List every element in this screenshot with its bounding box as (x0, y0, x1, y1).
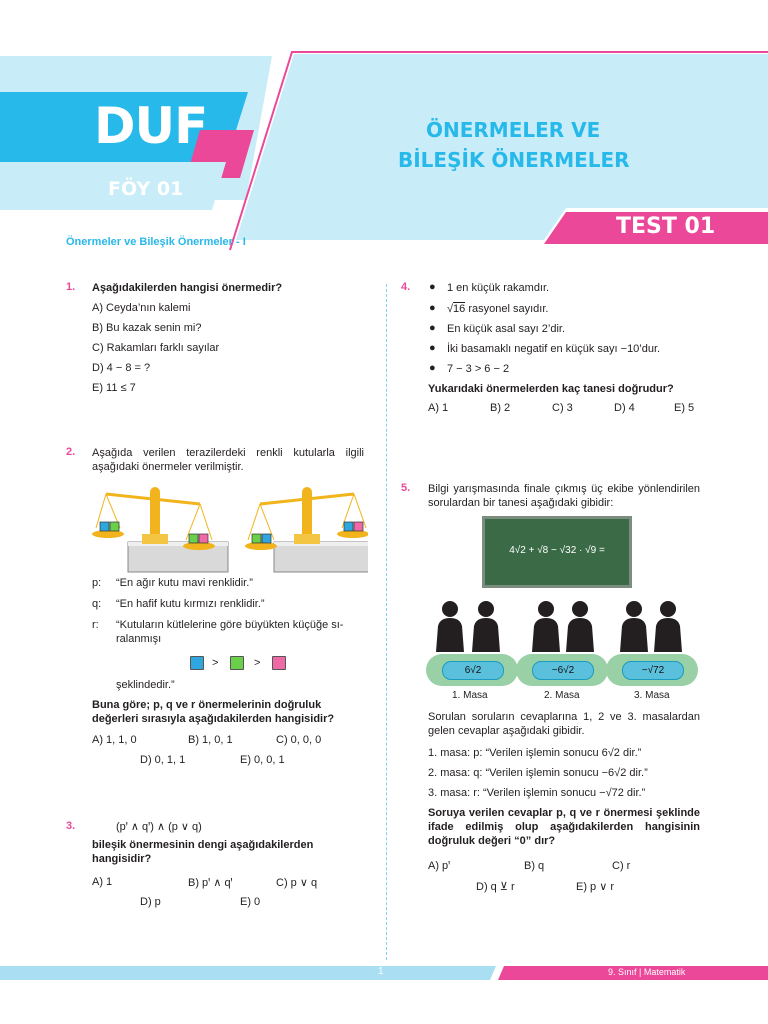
bullet-icon: ● (429, 342, 436, 354)
q3-option-a[interactable]: A) 1 (92, 876, 113, 888)
gt-sign-2: > (254, 657, 261, 669)
bullet-icon: ● (429, 322, 436, 334)
contestants-illustration (436, 600, 686, 652)
q5-option-a[interactable]: A) pꞌ (428, 860, 451, 872)
q5-answer-line-3: 3. masa: r: “Verilen işlemin sonucu −√72 dir.” (428, 787, 646, 799)
q3-option-b[interactable]: B) pꞌ ∧ qꞌ (188, 877, 233, 889)
table-1-label: 1. Masa (452, 690, 488, 701)
q2-q-statement: “En hafif kutu kırmızı renklidir.” (116, 598, 265, 610)
question-4-number: 4. (401, 281, 411, 293)
q5-option-d[interactable]: D) q ⊻ r (476, 881, 515, 893)
q4-option-c[interactable]: C) 3 (552, 402, 573, 414)
q2-p-statement: “En ağır kutu mavi renklidir.” (116, 577, 253, 589)
question-1-stem: Aşağıdakilerden hangisi önermedir? (92, 282, 283, 294)
q2-q-label: q: (92, 598, 102, 610)
course-label: 9. Sınıf | Matematik (608, 967, 686, 977)
q3-option-c[interactable]: C) p ∨ q (276, 877, 318, 889)
q4-option-e[interactable]: E) 5 (674, 402, 695, 414)
q4-option-d[interactable]: D) 4 (614, 402, 635, 414)
q2-ask: Buna göre; p, q ve r önermelerinin doğruluk değerleri sırasıyla aşağıdakilerden hangisidir? (92, 699, 335, 725)
q5-answer-line-1: 1. masa: p: “Verilen işlemin sonucu 6√2 dir.” (428, 747, 642, 759)
pink-box-icon (272, 656, 286, 670)
page-title-line1: ÖNERMELER VE (426, 118, 601, 142)
q4-item-3: En küçük asal sayı 2’dir. (447, 323, 566, 335)
q2-option-a[interactable]: A) 1, 1, 0 (92, 734, 137, 746)
sheet-label: FÖY 01 (108, 178, 184, 200)
q2-r-statement-line2: ralanmışı (116, 633, 162, 645)
table-3-label: 3. Masa (634, 690, 670, 701)
balance-scales-illustration (92, 484, 368, 576)
q4-item-5: 7 − 3 > 6 − 2 (447, 363, 510, 375)
q1-option-c[interactable]: C) Rakamları farklı sayılar (92, 342, 220, 354)
table-2-label: 2. Masa (544, 690, 580, 701)
q2-r-label: r: (92, 619, 99, 631)
question-5-number: 5. (401, 482, 411, 494)
q2-option-d[interactable]: D) 0, 1, 1 (140, 754, 186, 766)
q1-option-d[interactable]: D) 4 − 8 = ? (92, 362, 151, 374)
table-2 (516, 654, 608, 686)
chalkboard-expression: 4√2 + √8 − √32 · √9 = (509, 545, 605, 556)
question-3-number: 3. (66, 820, 76, 832)
q4-option-a[interactable]: A) 1 (428, 402, 449, 414)
q1-option-a[interactable]: A) Ceyda’nın kalemi (92, 302, 191, 314)
q2-option-c[interactable]: C) 0, 0, 0 (276, 734, 322, 746)
q5-answer-line-2: 2. masa: q: “Verilen işlemin sonucu −6√2 dir.” (428, 767, 648, 779)
test-label: TEST 01 (616, 214, 716, 239)
bullet-icon: ● (429, 302, 436, 314)
q2-option-b[interactable]: B) 1, 0, 1 (188, 734, 233, 746)
q3-expression: (pꞌ ∧ qꞌ) ∧ (p ∨ q) (116, 821, 202, 833)
q4-item-4: İki basamaklı negatif en küçük sayı −10’dur. (447, 343, 661, 355)
bullet-icon: ● (429, 281, 436, 293)
q2-p-label: p: (92, 577, 102, 589)
q1-option-b[interactable]: B) Bu kazak senin mi? (92, 322, 202, 334)
gt-sign-1: > (212, 657, 219, 669)
column-divider (386, 284, 387, 960)
table-1-answer: 6√2 (442, 661, 504, 680)
chalkboard (482, 516, 632, 588)
q2-option-e[interactable]: E) 0, 0, 1 (240, 754, 285, 766)
section-subtitle: Önermeler ve Bileşik Önermeler - I (66, 236, 246, 248)
q5-ask: Soruya verilen cevaplar p, q ve r önermesi şeklinde ifade edilmiş olup aşağıdakilerden hangisinin doğruluk değeri “0” dır? (428, 807, 700, 847)
q3-option-e[interactable]: E) 0 (240, 896, 261, 908)
q3-option-d[interactable]: D) p (140, 896, 161, 908)
green-box-icon (230, 656, 244, 670)
page-number: 1 (378, 966, 384, 977)
table-2-answer: −6√2 (532, 661, 594, 680)
q4-item-1: 1 en küçük rakamdır. (447, 282, 550, 294)
sqrt-sign-icon: √ (447, 303, 454, 315)
bullet-icon: ● (429, 362, 436, 374)
q4-option-b[interactable]: B) 2 (490, 402, 511, 414)
question-2-stem: Aşağıda verilen terazilerdeki renkli kutularla ilgili aşağıdaki önermeler verilmiştir. (92, 447, 364, 473)
q5-intro: Sorulan soruların cevaplarına 1, 2 ve 3. masalardan gelen cevaplar aşağıdaki gibidir. (428, 711, 700, 737)
table-1 (426, 654, 518, 686)
q5-option-c[interactable]: C) r (612, 860, 631, 872)
q5-option-b[interactable]: B) q (524, 860, 545, 872)
q1-option-e[interactable]: E) 11 ≤ 7 (92, 382, 136, 394)
q2-r-statement-end: şeklindedir.” (116, 679, 175, 691)
table-3-answer: −√72 (622, 661, 684, 680)
q5-stem: Bilgi yarışmasında finale çıkmış üç ekibe yönlendirilen sorulardan bir tanesi aşağıdaki gibidir: (428, 483, 700, 509)
q4-radicand: 16 (453, 303, 466, 315)
q2-r-statement-line1: “Kutuların kütlelerine göre büyükten küçüğe sı- (116, 619, 344, 631)
question-2-number: 2. (66, 446, 76, 458)
q4-item-2-text: rasyonel sayıdır. (468, 303, 549, 315)
page-title-line2: BİLEŞİK ÖNERMELER (398, 148, 630, 172)
q5-option-e[interactable]: E) p ∨ r (576, 881, 615, 893)
q4-item-2 (447, 302, 548, 316)
blue-box-icon (190, 656, 204, 670)
question-1-number: 1. (66, 281, 76, 293)
q4-ask: Yukarıdaki önermelerden kaç tanesi doğrudur? (428, 383, 674, 395)
q3-stem: bileşik önermesinin dengi aşağıdakilerden hangisidir? (92, 839, 314, 865)
logo: DUF (94, 97, 208, 155)
table-3 (606, 654, 698, 686)
